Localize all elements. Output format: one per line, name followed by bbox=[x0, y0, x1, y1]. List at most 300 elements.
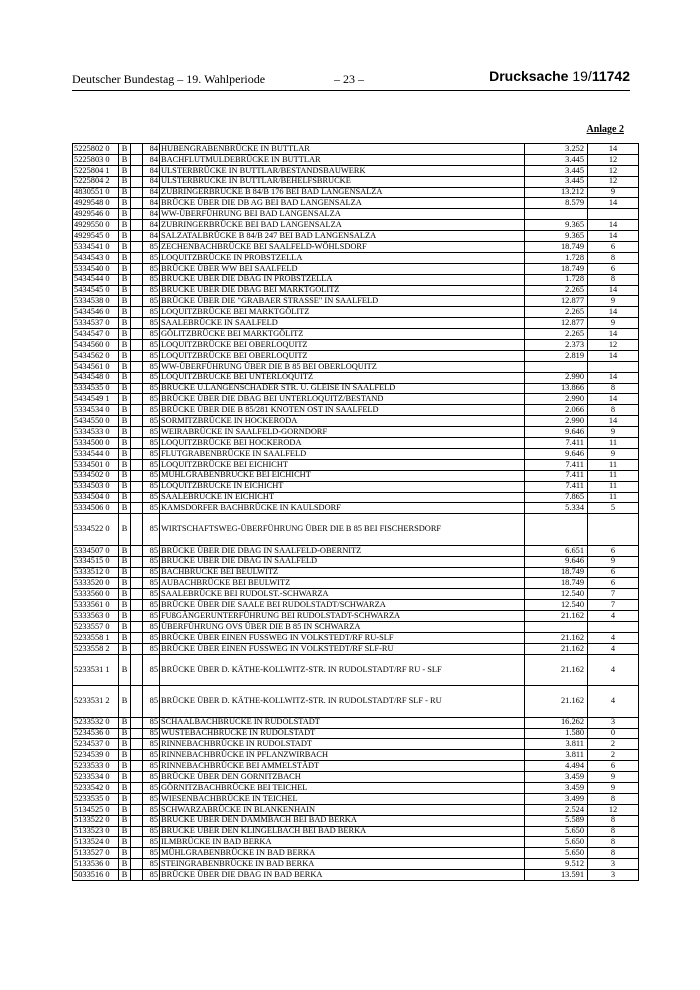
cell-kennwert: 2.819 bbox=[525, 350, 588, 361]
table-row bbox=[73, 220, 639, 231]
cell-bauwerk-name: SALZATALBRÜCKE B 84/B 247 BEI BAD LANGENSALZA bbox=[160, 231, 525, 242]
cell-bauwerk-nr: 5334541 0 bbox=[73, 242, 119, 253]
cell-strassen-nr: 85 bbox=[143, 826, 160, 837]
cell-anzahl: 6 bbox=[588, 263, 639, 274]
cell-empty-cell bbox=[131, 783, 143, 794]
cell-strassen-nr: 85 bbox=[143, 783, 160, 794]
cell-anzahl: 11 bbox=[588, 481, 639, 492]
cell-bauwerk-nr: 4929546 0 bbox=[73, 209, 119, 220]
cell-strassenklasse: B bbox=[119, 578, 131, 589]
cell-strassen-nr: 85 bbox=[143, 686, 160, 718]
table-row bbox=[73, 826, 639, 837]
cell-strassenklasse: B bbox=[119, 340, 131, 351]
cell-strassenklasse: B bbox=[119, 263, 131, 274]
cell-bauwerk-nr: 5334501 0 bbox=[73, 459, 119, 470]
cell-strassen-nr: 85 bbox=[143, 492, 160, 503]
cell-bauwerk-name: WÜSTEBACHBRÜCKE IN RUDOLSTADT bbox=[160, 728, 525, 739]
cell-kennwert: 1.580 bbox=[525, 728, 588, 739]
cell-strassen-nr: 85 bbox=[143, 859, 160, 870]
cell-empty-cell bbox=[131, 470, 143, 481]
cell-bauwerk-nr: 5033516 0 bbox=[73, 870, 119, 881]
cell-empty-cell bbox=[131, 416, 143, 427]
cell-bauwerk-name: ZUBRINGERBRÜCKE BEI BAD LANGENSALZA bbox=[160, 220, 525, 231]
table-row bbox=[73, 438, 639, 449]
cell-bauwerk-name: LOQUITZBRÜCKE IN PROBSTZELLA bbox=[160, 252, 525, 263]
table-row bbox=[73, 383, 639, 394]
anlage-label: Anlage 2 bbox=[586, 124, 624, 135]
cell-bauwerk-nr: 4830551 0 bbox=[73, 187, 119, 198]
table-row bbox=[73, 492, 639, 503]
cell-strassen-nr: 85 bbox=[143, 772, 160, 783]
table-row bbox=[73, 198, 639, 209]
cell-bauwerk-name: FUßGÄNGERUNTERFÜHRUNG BEI RUDOLSTADT-SCHWARZA bbox=[160, 611, 525, 622]
cell-kennwert: 13.866 bbox=[525, 383, 588, 394]
cell-strassen-nr: 85 bbox=[143, 804, 160, 815]
cell-bauwerk-nr: 5334506 0 bbox=[73, 503, 119, 514]
table-row bbox=[73, 837, 639, 848]
cell-kennwert: 18.749 bbox=[525, 263, 588, 274]
cell-strassenklasse: B bbox=[119, 383, 131, 394]
cell-bauwerk-name: WIESENBACHBRÜCKE IN TEICHEL bbox=[160, 793, 525, 804]
cell-strassenklasse: B bbox=[119, 772, 131, 783]
cell-bauwerk-name: SAALEBRÜCKE IN EICHICHT bbox=[160, 492, 525, 503]
table-row bbox=[73, 481, 639, 492]
cell-strassenklasse: B bbox=[119, 154, 131, 165]
table-row bbox=[73, 176, 639, 187]
cell-strassen-nr: 85 bbox=[143, 750, 160, 761]
cell-bauwerk-name: BRÜCKE ÜBER DIE DBAG IN SAALFELD-OBERNITZ bbox=[160, 545, 525, 556]
cell-strassenklasse: B bbox=[119, 361, 131, 372]
table-row bbox=[73, 632, 639, 643]
cell-anzahl: 6 bbox=[588, 567, 639, 578]
cell-anzahl: 14 bbox=[588, 329, 639, 340]
cell-bauwerk-name: RINNEBACHBRÜCKE IN RUDOLSTADT bbox=[160, 739, 525, 750]
table-row bbox=[73, 870, 639, 881]
table-row bbox=[73, 427, 639, 438]
cell-empty-cell bbox=[131, 187, 143, 198]
cell-bauwerk-nr: 5233533 0 bbox=[73, 761, 119, 772]
cell-bauwerk-name: HUBENGRABENBRÜCKE IN BUTTLAR bbox=[160, 144, 525, 155]
cell-bauwerk-nr: 5434546 0 bbox=[73, 307, 119, 318]
cell-anzahl bbox=[588, 622, 639, 633]
table-row bbox=[73, 611, 639, 622]
cell-kennwert: 2.265 bbox=[525, 329, 588, 340]
cell-strassenklasse: B bbox=[119, 220, 131, 231]
cell-empty-cell bbox=[131, 870, 143, 881]
cell-empty-cell bbox=[131, 220, 143, 231]
cell-empty-cell bbox=[131, 165, 143, 176]
cell-bauwerk-name: WW-ÜBERFÜHRUNG BEI BAD LANGENSALZA bbox=[160, 209, 525, 220]
cell-strassen-nr: 85 bbox=[143, 394, 160, 405]
cell-kennwert: 9.646 bbox=[525, 556, 588, 567]
cell-kennwert: 2.265 bbox=[525, 285, 588, 296]
cell-empty-cell bbox=[131, 859, 143, 870]
table-row bbox=[73, 783, 639, 794]
table-row bbox=[73, 750, 639, 761]
cell-strassenklasse: B bbox=[119, 837, 131, 848]
cell-empty-cell bbox=[131, 285, 143, 296]
cell-bauwerk-nr: 5233534 0 bbox=[73, 772, 119, 783]
table-row bbox=[73, 739, 639, 750]
cell-bauwerk-nr: 5334500 0 bbox=[73, 438, 119, 449]
cell-strassen-nr: 85 bbox=[143, 481, 160, 492]
cell-bauwerk-name: BRÜCKE ÜBER D. KÄTHE-KOLLWITZ-STR. IN RUDOLSTADT/RF RU - SLF bbox=[160, 654, 525, 686]
cell-bauwerk-nr: 5225802 0 bbox=[73, 144, 119, 155]
cell-bauwerk-nr: 5133536 0 bbox=[73, 859, 119, 870]
cell-empty-cell bbox=[131, 154, 143, 165]
cell-strassen-nr: 85 bbox=[143, 318, 160, 329]
cell-anzahl: 9 bbox=[588, 427, 639, 438]
cell-bauwerk-name: ZECHENBACHBRÜCKE BEI SAALFELD-WÖHLSDORF bbox=[160, 242, 525, 253]
cell-strassen-nr: 84 bbox=[143, 220, 160, 231]
cell-anzahl: 6 bbox=[588, 761, 639, 772]
cell-empty-cell bbox=[131, 622, 143, 633]
table-row bbox=[73, 350, 639, 361]
table-row bbox=[73, 793, 639, 804]
cell-strassenklasse: B bbox=[119, 144, 131, 155]
cell-strassenklasse: B bbox=[119, 209, 131, 220]
cell-anzahl: 7 bbox=[588, 600, 639, 611]
cell-bauwerk-nr: 5233558 1 bbox=[73, 632, 119, 643]
cell-kennwert: 5.589 bbox=[525, 815, 588, 826]
cell-kennwert: 5.334 bbox=[525, 503, 588, 514]
cell-strassenklasse: B bbox=[119, 427, 131, 438]
cell-bauwerk-name: LOQUITZBRÜCKE BEI EICHICHT bbox=[160, 459, 525, 470]
cell-anzahl: 11 bbox=[588, 459, 639, 470]
cell-bauwerk-nr: 4929548 0 bbox=[73, 198, 119, 209]
table-row bbox=[73, 144, 639, 155]
cell-kennwert: 3.445 bbox=[525, 176, 588, 187]
cell-anzahl bbox=[588, 361, 639, 372]
cell-kennwert: 13.591 bbox=[525, 870, 588, 881]
cell-strassen-nr: 85 bbox=[143, 815, 160, 826]
cell-kennwert bbox=[525, 209, 588, 220]
cell-empty-cell bbox=[131, 750, 143, 761]
cell-anzahl: 14 bbox=[588, 198, 639, 209]
cell-bauwerk-nr: 5434560 0 bbox=[73, 340, 119, 351]
cell-strassen-nr: 85 bbox=[143, 611, 160, 622]
table-row bbox=[73, 361, 639, 372]
cell-bauwerk-nr: 5334507 0 bbox=[73, 545, 119, 556]
cell-bauwerk-nr: 5434544 0 bbox=[73, 274, 119, 285]
table-row bbox=[73, 686, 639, 718]
table-row bbox=[73, 296, 639, 307]
cell-empty-cell bbox=[131, 144, 143, 155]
cell-kennwert: 7.411 bbox=[525, 470, 588, 481]
cell-bauwerk-name: BRÜCKE ÜBER EINEN FUSSWEG IN VOLKSTEDT/RF SLF-RU bbox=[160, 643, 525, 654]
cell-bauwerk-nr: 5334534 0 bbox=[73, 405, 119, 416]
cell-empty-cell bbox=[131, 632, 143, 643]
cell-strassen-nr: 85 bbox=[143, 296, 160, 307]
cell-anzahl: 6 bbox=[588, 578, 639, 589]
table-row bbox=[73, 154, 639, 165]
cell-kennwert: 2.265 bbox=[525, 307, 588, 318]
cell-strassenklasse: B bbox=[119, 503, 131, 514]
cell-strassenklasse: B bbox=[119, 187, 131, 198]
cell-bauwerk-name: LOQUITZBRÜCKE BEI OBERLOQUITZ bbox=[160, 350, 525, 361]
cell-kennwert: 18.749 bbox=[525, 567, 588, 578]
cell-strassen-nr: 84 bbox=[143, 154, 160, 165]
cell-bauwerk-name: BACHFLUTMULDEBRÜCKE IN BUTTLAR bbox=[160, 154, 525, 165]
page-header bbox=[72, 68, 630, 91]
cell-anzahl: 8 bbox=[588, 274, 639, 285]
cell-strassenklasse: B bbox=[119, 643, 131, 654]
cell-bauwerk-nr: 4929550 0 bbox=[73, 220, 119, 231]
cell-kennwert: 7.411 bbox=[525, 438, 588, 449]
cell-empty-cell bbox=[131, 514, 143, 546]
cell-anzahl: 8 bbox=[588, 383, 639, 394]
cell-empty-cell bbox=[131, 686, 143, 718]
cell-strassenklasse: B bbox=[119, 545, 131, 556]
cell-kennwert: 2.066 bbox=[525, 405, 588, 416]
cell-strassen-nr: 85 bbox=[143, 793, 160, 804]
table-row bbox=[73, 643, 639, 654]
cell-strassenklasse: B bbox=[119, 514, 131, 546]
cell-empty-cell bbox=[131, 728, 143, 739]
cell-strassen-nr: 85 bbox=[143, 870, 160, 881]
cell-strassenklasse: B bbox=[119, 717, 131, 728]
cell-anzahl: 8 bbox=[588, 252, 639, 263]
cell-strassenklasse: B bbox=[119, 231, 131, 242]
cell-empty-cell bbox=[131, 361, 143, 372]
cell-strassen-nr: 85 bbox=[143, 263, 160, 274]
cell-anzahl: 6 bbox=[588, 242, 639, 253]
cell-anzahl: 4 bbox=[588, 686, 639, 718]
cell-kennwert: 9.365 bbox=[525, 220, 588, 231]
table-row bbox=[73, 815, 639, 826]
cell-bauwerk-name: SAALEBRÜCKE BEI RUDOLST.-SCHWARZA bbox=[160, 589, 525, 600]
cell-bauwerk-nr: 5233531 2 bbox=[73, 686, 119, 718]
cell-strassenklasse: B bbox=[119, 459, 131, 470]
cell-kennwert: 12.877 bbox=[525, 296, 588, 307]
cell-anzahl: 14 bbox=[588, 144, 639, 155]
cell-strassen-nr: 85 bbox=[143, 589, 160, 600]
cell-bauwerk-name: BRÜCKE ÜBER DIE SAALE BEI RUDOLSTADT/SCHWARZA bbox=[160, 600, 525, 611]
doc-label: Drucksache bbox=[489, 68, 569, 84]
cell-strassen-nr: 85 bbox=[143, 405, 160, 416]
cell-strassen-nr: 85 bbox=[143, 350, 160, 361]
cell-strassenklasse: B bbox=[119, 394, 131, 405]
cell-empty-cell bbox=[131, 804, 143, 815]
cell-strassenklasse: B bbox=[119, 198, 131, 209]
cell-strassen-nr: 85 bbox=[143, 383, 160, 394]
cell-strassen-nr: 85 bbox=[143, 654, 160, 686]
cell-kennwert: 2.373 bbox=[525, 340, 588, 351]
cell-empty-cell bbox=[131, 654, 143, 686]
cell-empty-cell bbox=[131, 231, 143, 242]
cell-bauwerk-nr: 5434547 0 bbox=[73, 329, 119, 340]
cell-kennwert: 2.990 bbox=[525, 416, 588, 427]
cell-bauwerk-nr: 5334522 0 bbox=[73, 514, 119, 546]
cell-anzahl: 14 bbox=[588, 372, 639, 383]
cell-strassenklasse: B bbox=[119, 405, 131, 416]
cell-kennwert: 21.162 bbox=[525, 654, 588, 686]
cell-bauwerk-name: RINNEBACHBRÜCKE BEI AMMELSTÄDT bbox=[160, 761, 525, 772]
cell-anzahl: 9 bbox=[588, 318, 639, 329]
cell-anzahl: 8 bbox=[588, 837, 639, 848]
table-row bbox=[73, 263, 639, 274]
cell-strassen-nr: 85 bbox=[143, 242, 160, 253]
cell-bauwerk-nr: 5225803 0 bbox=[73, 154, 119, 165]
table-row bbox=[73, 340, 639, 351]
cell-strassenklasse: B bbox=[119, 804, 131, 815]
cell-kennwert: 9.365 bbox=[525, 231, 588, 242]
cell-strassenklasse: B bbox=[119, 848, 131, 859]
cell-bauwerk-name: BRÜCKE ÜBER DIE B 85/281 KNOTEN OST IN SAALFELD bbox=[160, 405, 525, 416]
cell-kennwert: 3.499 bbox=[525, 793, 588, 804]
cell-bauwerk-name: BRÜCKE ÜBER DEN DAMMBACH BEI BAD BERKA bbox=[160, 815, 525, 826]
table-row bbox=[73, 285, 639, 296]
cell-strassenklasse: B bbox=[119, 329, 131, 340]
bridge-table bbox=[72, 143, 639, 881]
cell-bauwerk-name: BRÜCKE ÜBER DEN GORNITZBACH bbox=[160, 772, 525, 783]
bridge-table-body bbox=[73, 144, 639, 881]
cell-strassenklasse: B bbox=[119, 285, 131, 296]
cell-strassenklasse: B bbox=[119, 793, 131, 804]
cell-empty-cell bbox=[131, 274, 143, 285]
cell-empty-cell bbox=[131, 438, 143, 449]
cell-empty-cell bbox=[131, 329, 143, 340]
cell-strassenklasse: B bbox=[119, 307, 131, 318]
cell-empty-cell bbox=[131, 176, 143, 187]
cell-empty-cell bbox=[131, 643, 143, 654]
cell-empty-cell bbox=[131, 717, 143, 728]
cell-bauwerk-name: RINNEBACHBRÜCKE IN PFLANZWIRBACH bbox=[160, 750, 525, 761]
cell-bauwerk-nr: 5134525 0 bbox=[73, 804, 119, 815]
cell-bauwerk-nr: 5234537 0 bbox=[73, 739, 119, 750]
cell-strassen-nr: 85 bbox=[143, 600, 160, 611]
header-title: Deutscher Bundestag – 19. Wahlperiode bbox=[72, 72, 266, 86]
table-row bbox=[73, 567, 639, 578]
cell-kennwert: 3.445 bbox=[525, 165, 588, 176]
cell-strassen-nr: 85 bbox=[143, 372, 160, 383]
cell-strassenklasse: B bbox=[119, 350, 131, 361]
table-row bbox=[73, 416, 639, 427]
cell-bauwerk-nr: 5334544 0 bbox=[73, 448, 119, 459]
cell-strassenklasse: B bbox=[119, 318, 131, 329]
cell-bauwerk-nr: 5225804 2 bbox=[73, 176, 119, 187]
cell-empty-cell bbox=[131, 600, 143, 611]
cell-kennwert: 6.651 bbox=[525, 545, 588, 556]
cell-empty-cell bbox=[131, 556, 143, 567]
cell-kennwert: 3.811 bbox=[525, 739, 588, 750]
cell-empty-cell bbox=[131, 481, 143, 492]
cell-empty-cell bbox=[131, 383, 143, 394]
cell-anzahl: 12 bbox=[588, 176, 639, 187]
cell-bauwerk-name: KAMSDORFER BACHBRÜCKE IN KAULSDORF bbox=[160, 503, 525, 514]
cell-strassen-nr: 85 bbox=[143, 545, 160, 556]
cell-bauwerk-name: BRÜCKE ÜBER DIE DBAG IN SAALFELD bbox=[160, 556, 525, 567]
cell-bauwerk-name: BRÜCKE ÜBER DIE DBAG BEI UNTERLOQUITZ/BESTAND bbox=[160, 394, 525, 405]
cell-bauwerk-nr: 5434562 0 bbox=[73, 350, 119, 361]
cell-anzahl bbox=[588, 514, 639, 546]
cell-kennwert bbox=[525, 361, 588, 372]
cell-empty-cell bbox=[131, 252, 143, 263]
cell-anzahl: 3 bbox=[588, 717, 639, 728]
page-number: – 23 – bbox=[334, 72, 364, 86]
cell-bauwerk-nr: 5333560 0 bbox=[73, 589, 119, 600]
cell-bauwerk-nr: 5133524 0 bbox=[73, 837, 119, 848]
cell-anzahl: 14 bbox=[588, 231, 639, 242]
cell-kennwert bbox=[525, 514, 588, 546]
cell-strassenklasse: B bbox=[119, 826, 131, 837]
cell-bauwerk-name: SCHAALBACHBRÜCKE IN RUDOLSTADT bbox=[160, 717, 525, 728]
cell-bauwerk-nr: 5333563 0 bbox=[73, 611, 119, 622]
cell-strassen-nr: 85 bbox=[143, 556, 160, 567]
cell-strassenklasse: B bbox=[119, 448, 131, 459]
cell-strassenklasse: B bbox=[119, 296, 131, 307]
cell-bauwerk-name: STEINGRABENBRÜCKE IN BAD BERKA bbox=[160, 859, 525, 870]
cell-anzahl: 8 bbox=[588, 405, 639, 416]
cell-bauwerk-name: WW-ÜBERFÜHRUNG ÜBER DIE B 85 BEI OBERLOQUITZ bbox=[160, 361, 525, 372]
cell-anzahl: 14 bbox=[588, 394, 639, 405]
cell-kennwert: 12.540 bbox=[525, 589, 588, 600]
cell-anzahl: 8 bbox=[588, 793, 639, 804]
cell-strassenklasse: B bbox=[119, 589, 131, 600]
cell-empty-cell bbox=[131, 340, 143, 351]
cell-strassenklasse: B bbox=[119, 859, 131, 870]
cell-bauwerk-name: BRÜCKE ÜBER D. KÄTHE-KOLLWITZ-STR. IN RUDOLSTADT/RF SLF - RU bbox=[160, 686, 525, 718]
cell-anzahl: 9 bbox=[588, 783, 639, 794]
table-row bbox=[73, 600, 639, 611]
cell-bauwerk-name: BRÜCKE ÜBER DIE DBAG BEI MARKTGÖLITZ bbox=[160, 285, 525, 296]
cell-bauwerk-name: WIRTSCHAFTSWEG-ÜBERFÜHRUNG ÜBER DIE B 85 BEI FISCHERSDORF bbox=[160, 514, 525, 546]
cell-anzahl: 3 bbox=[588, 870, 639, 881]
cell-bauwerk-nr: 4929545 0 bbox=[73, 231, 119, 242]
cell-empty-cell bbox=[131, 405, 143, 416]
cell-strassenklasse: B bbox=[119, 556, 131, 567]
cell-kennwert: 13.212 bbox=[525, 187, 588, 198]
cell-strassen-nr: 85 bbox=[143, 470, 160, 481]
cell-empty-cell bbox=[131, 350, 143, 361]
cell-anzahl: 9 bbox=[588, 448, 639, 459]
cell-strassenklasse: B bbox=[119, 567, 131, 578]
cell-strassen-nr: 85 bbox=[143, 307, 160, 318]
cell-empty-cell bbox=[131, 578, 143, 589]
cell-strassen-nr: 84 bbox=[143, 209, 160, 220]
cell-empty-cell bbox=[131, 296, 143, 307]
cell-bauwerk-name: BRÜCKE ÜBER DIE DB AG BEI BAD LANGENSALZA bbox=[160, 198, 525, 209]
cell-strassen-nr: 85 bbox=[143, 459, 160, 470]
cell-empty-cell bbox=[131, 198, 143, 209]
cell-strassen-nr: 84 bbox=[143, 176, 160, 187]
cell-bauwerk-name: SORMITZBRÜCKE IN HOCKERODA bbox=[160, 416, 525, 427]
cell-kennwert: 3.252 bbox=[525, 144, 588, 155]
cell-anzahl: 9 bbox=[588, 556, 639, 567]
cell-empty-cell bbox=[131, 394, 143, 405]
cell-strassen-nr: 85 bbox=[143, 340, 160, 351]
cell-anzahl: 9 bbox=[588, 187, 639, 198]
cell-bauwerk-nr: 5333512 0 bbox=[73, 567, 119, 578]
cell-bauwerk-name: FLUTGRABENBRÜCKE IN SAALFELD bbox=[160, 448, 525, 459]
table-row bbox=[73, 556, 639, 567]
cell-anzahl: 11 bbox=[588, 470, 639, 481]
table-row bbox=[73, 514, 639, 546]
cell-empty-cell bbox=[131, 492, 143, 503]
cell-bauwerk-nr: 5233531 1 bbox=[73, 654, 119, 686]
cell-kennwert: 9.646 bbox=[525, 448, 588, 459]
cell-kennwert: 12.877 bbox=[525, 318, 588, 329]
cell-strassen-nr: 85 bbox=[143, 448, 160, 459]
cell-bauwerk-name: BRÜCKE ÜBER DEN KLINGELBACH BEI BAD BERKA bbox=[160, 826, 525, 837]
cell-strassen-nr: 85 bbox=[143, 427, 160, 438]
cell-kennwert: 2.524 bbox=[525, 804, 588, 815]
cell-strassenklasse: B bbox=[119, 622, 131, 633]
cell-anzahl: 4 bbox=[588, 611, 639, 622]
table-row bbox=[73, 252, 639, 263]
cell-kennwert: 5.650 bbox=[525, 837, 588, 848]
cell-kennwert: 1.728 bbox=[525, 252, 588, 263]
